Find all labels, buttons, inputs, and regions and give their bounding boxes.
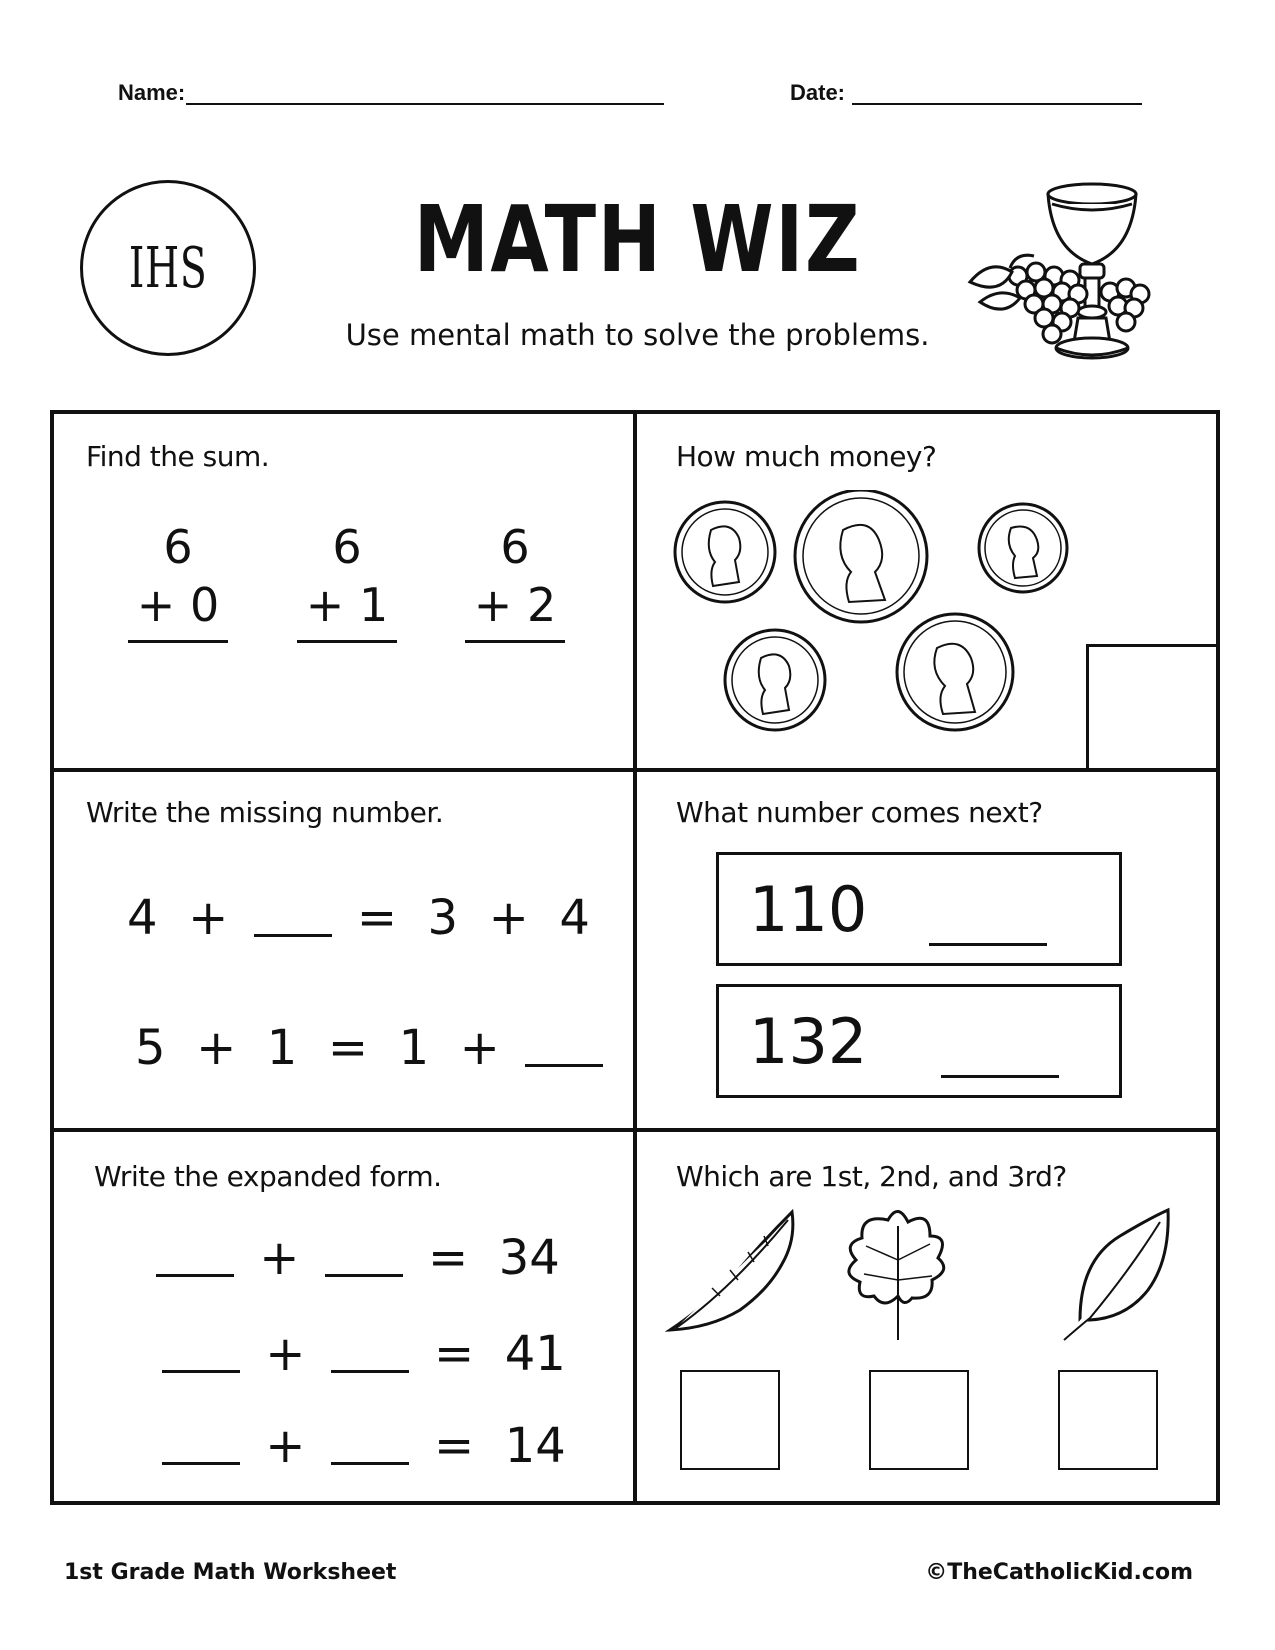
eq2-blank[interactable] (525, 1064, 603, 1067)
eq1-term-a: 4 (127, 890, 158, 946)
page-title: MATH WIZ (413, 186, 862, 293)
eq2-plus-2: + (459, 1020, 500, 1076)
money-answer-box[interactable] (1086, 644, 1220, 772)
simple-leaf-icon (1064, 1210, 1168, 1340)
expanded-equals-2: = (434, 1326, 475, 1382)
eq1-plus: + (188, 890, 229, 946)
expanded-value-1: 34 (498, 1230, 560, 1286)
sum-problem-2 (292, 518, 402, 643)
sum-problem-1 (123, 518, 233, 643)
expanded-equals-3: = (434, 1418, 475, 1474)
penny-icon-2 (725, 630, 825, 730)
instructions: Use mental math to solve the problems. (345, 318, 930, 352)
leaves-illustration (660, 1200, 1180, 1350)
sum-problem-3 (460, 518, 570, 643)
eq2-term-a: 5 (135, 1020, 166, 1076)
sum-top-1: 6 (163, 520, 193, 574)
expanded-title: Write the expanded form. (94, 1160, 442, 1193)
sum-top-2: 6 (332, 520, 362, 574)
fig-leaf-icon (849, 1211, 944, 1340)
next-box-2 (716, 984, 1122, 1098)
expanded-row-3 (152, 1418, 566, 1474)
expanded-plus-1: + (259, 1230, 300, 1286)
order-box-1[interactable] (680, 1370, 780, 1470)
order-box-3[interactable] (1058, 1370, 1158, 1470)
penny-icon (675, 502, 775, 602)
expanded-blank-1b[interactable] (325, 1274, 403, 1277)
chalice-grapes-icon (960, 172, 1200, 372)
expanded-equals-1: = (428, 1230, 469, 1286)
expanded-row-1 (146, 1230, 560, 1286)
nickel-icon (897, 614, 1013, 730)
expanded-row-2 (152, 1326, 566, 1382)
sum-title: Find the sum. (86, 440, 270, 473)
expanded-value-2: 41 (504, 1326, 566, 1382)
grid-divider-vertical (633, 410, 637, 1505)
eq1-term-d: 4 (559, 890, 590, 946)
dime-icon (979, 504, 1067, 592)
next-box-1 (716, 852, 1122, 966)
expanded-plus-3: + (265, 1418, 306, 1474)
next-number-1: 110 (749, 873, 868, 946)
quarter-icon (795, 490, 927, 622)
sum-bottom-2: + 1 (305, 578, 389, 632)
sum-bottom-3: + 2 (473, 578, 557, 632)
eq2-term-b: 1 (266, 1020, 298, 1076)
footer-right: ©TheCatholicKid.com (925, 1560, 1193, 1585)
feather-leaf-icon (670, 1212, 793, 1330)
missing-equation-2 (135, 1020, 613, 1076)
sum-bottom-1: + 0 (136, 578, 220, 632)
next-title: What number comes next? (676, 796, 1043, 829)
order-box-2[interactable] (869, 1370, 969, 1470)
sum-answer-line-2[interactable] (297, 640, 397, 643)
expanded-blank-3b[interactable] (331, 1462, 409, 1465)
sum-top-3: 6 (500, 520, 530, 574)
eq1-equals: = (356, 890, 398, 946)
expanded-blank-2a[interactable] (162, 1370, 240, 1373)
expanded-blank-1a[interactable] (156, 1274, 234, 1277)
expanded-blank-3a[interactable] (162, 1462, 240, 1465)
next-blank-1[interactable] (929, 943, 1047, 946)
eq2-plus: + (196, 1020, 237, 1076)
next-number-2: 132 (749, 1005, 868, 1078)
date-field[interactable] (852, 103, 1142, 105)
next-blank-2[interactable] (941, 1075, 1059, 1078)
expanded-plus-2: + (265, 1326, 306, 1382)
eq1-plus-2: + (488, 890, 529, 946)
expanded-value-3: 14 (504, 1418, 566, 1474)
missing-title: Write the missing number. (86, 796, 444, 829)
sum-answer-line-1[interactable] (128, 640, 228, 643)
date-label: Date: (790, 80, 846, 105)
eq2-equals: = (327, 1020, 369, 1076)
coins-illustration (665, 490, 1095, 760)
name-label: Name: (118, 80, 186, 105)
eq1-blank[interactable] (254, 934, 332, 937)
money-title: How much money? (676, 440, 937, 473)
footer-left: 1st Grade Math Worksheet (64, 1560, 397, 1585)
missing-equation-1 (127, 890, 590, 946)
expanded-blank-2b[interactable] (331, 1370, 409, 1373)
order-title: Which are 1st, 2nd, and 3rd? (676, 1160, 1067, 1193)
sum-answer-line-3[interactable] (465, 640, 565, 643)
eq1-term-c: 3 (427, 890, 459, 946)
grid-divider-row1 (50, 768, 1220, 772)
name-field[interactable] (186, 103, 664, 105)
eq2-term-c: 1 (398, 1020, 430, 1076)
seal-text: IHS (128, 235, 208, 301)
grid-divider-row2 (50, 1128, 1220, 1132)
